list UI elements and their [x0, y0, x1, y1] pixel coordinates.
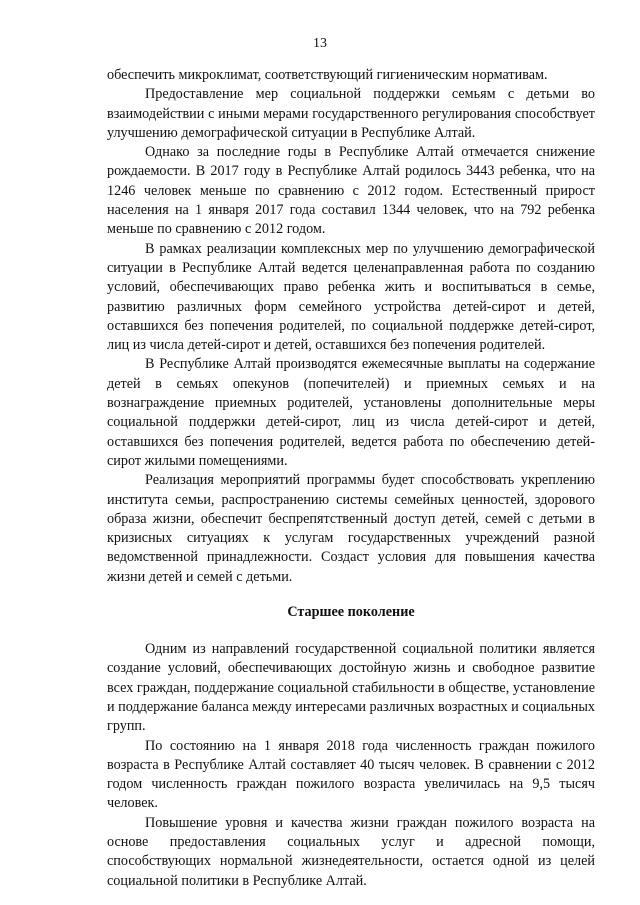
section-heading: Старшее поколение [287, 604, 415, 621]
paragraph: В Республике Алтай производятся ежемесячные выплаты на содержание детей в семьях опекунов (попечителей) и приемных семьях и на вознаграждение приемных родителей, установлены дополнительные меры социальной поддержки детей-сирот, лиц из числа детей-сирот и детей, оставшихся без попечения родителей, ведется работа по обеспечению детей-сирот жилыми помещениями. [107, 356, 595, 469]
paragraph-continuation: обеспечить микроклимат, соответствующий гигиеническим нормативам. [107, 67, 548, 83]
page-number: 13 [313, 36, 327, 51]
paragraph: Однако за последние годы в Республике Алтай отмечается снижение рождаемости. В 2017 году в Республике Алтай родилось 3443 ребенка, что на 1246 человек меньше по сравнению с 2012 годом. Естественный прирост населения на 1 января 2017 года составил 1344 человек, что на 792 ребенка меньше по сравнению с 2012 годом. [107, 144, 595, 238]
paragraph: В рамках реализации комплексных мер по улучшению демографической ситуации в Республике Алтай ведется целенаправленная работа по созданию условий, обеспечивающих право ребенка жить и воспитываться в семье, развитию различных форм семейного устройства детей-сирот и детей, оставшихся без попечения родителей, по социальной поддержке детей-сирот, лиц из числа детей-сирот и детей, оставшихся без попечения родителей. [107, 240, 595, 354]
paragraph: Реализация мероприятий программы будет способствовать укреплению института семьи, распространению системы семейных ценностей, здорового образа жизни, обеспечит беспрепятственный доступ детей, семей с детьми в кризисных ситуациях к услугам государственных учреждений разной ведомственной принадлежности. Создаст условия для повышения качества жизни детей и семей с детьми. [107, 472, 595, 585]
paragraph: Повышение уровня и качества жизни граждан пожилого возраста на основе предоставления социальных услуг и адресной помощи, способствующих нормальной жизнедеятельности, остается одной из целей социальной политики в Республике Алтай. [107, 814, 595, 889]
paragraph: Одним из направлений государственной социальной политики является создание условий, обеспечивающих достойную жизнь и свободное развитие всех граждан, поддержание социальной стабильности в обществе, установление и поддержание баланса между интересами различных возрастных и социальных групп. [107, 641, 595, 735]
document-body [107, 66, 595, 891]
paragraph: Предоставление мер социальной поддержки семьям с детьми во взаимодействии с иными мерами государственного регулирования способствует улучшению демографической ситуации в Республике Алтай. [107, 86, 595, 141]
paragraph: По состоянию на 1 января 2018 года численность граждан пожилого возраста в Республике Алтай составляет 40 тысяч человек. В сравнении с 2012 годом численность граждан пожилого возраста увеличилась на 9,5 тысяч человек. [107, 737, 595, 812]
